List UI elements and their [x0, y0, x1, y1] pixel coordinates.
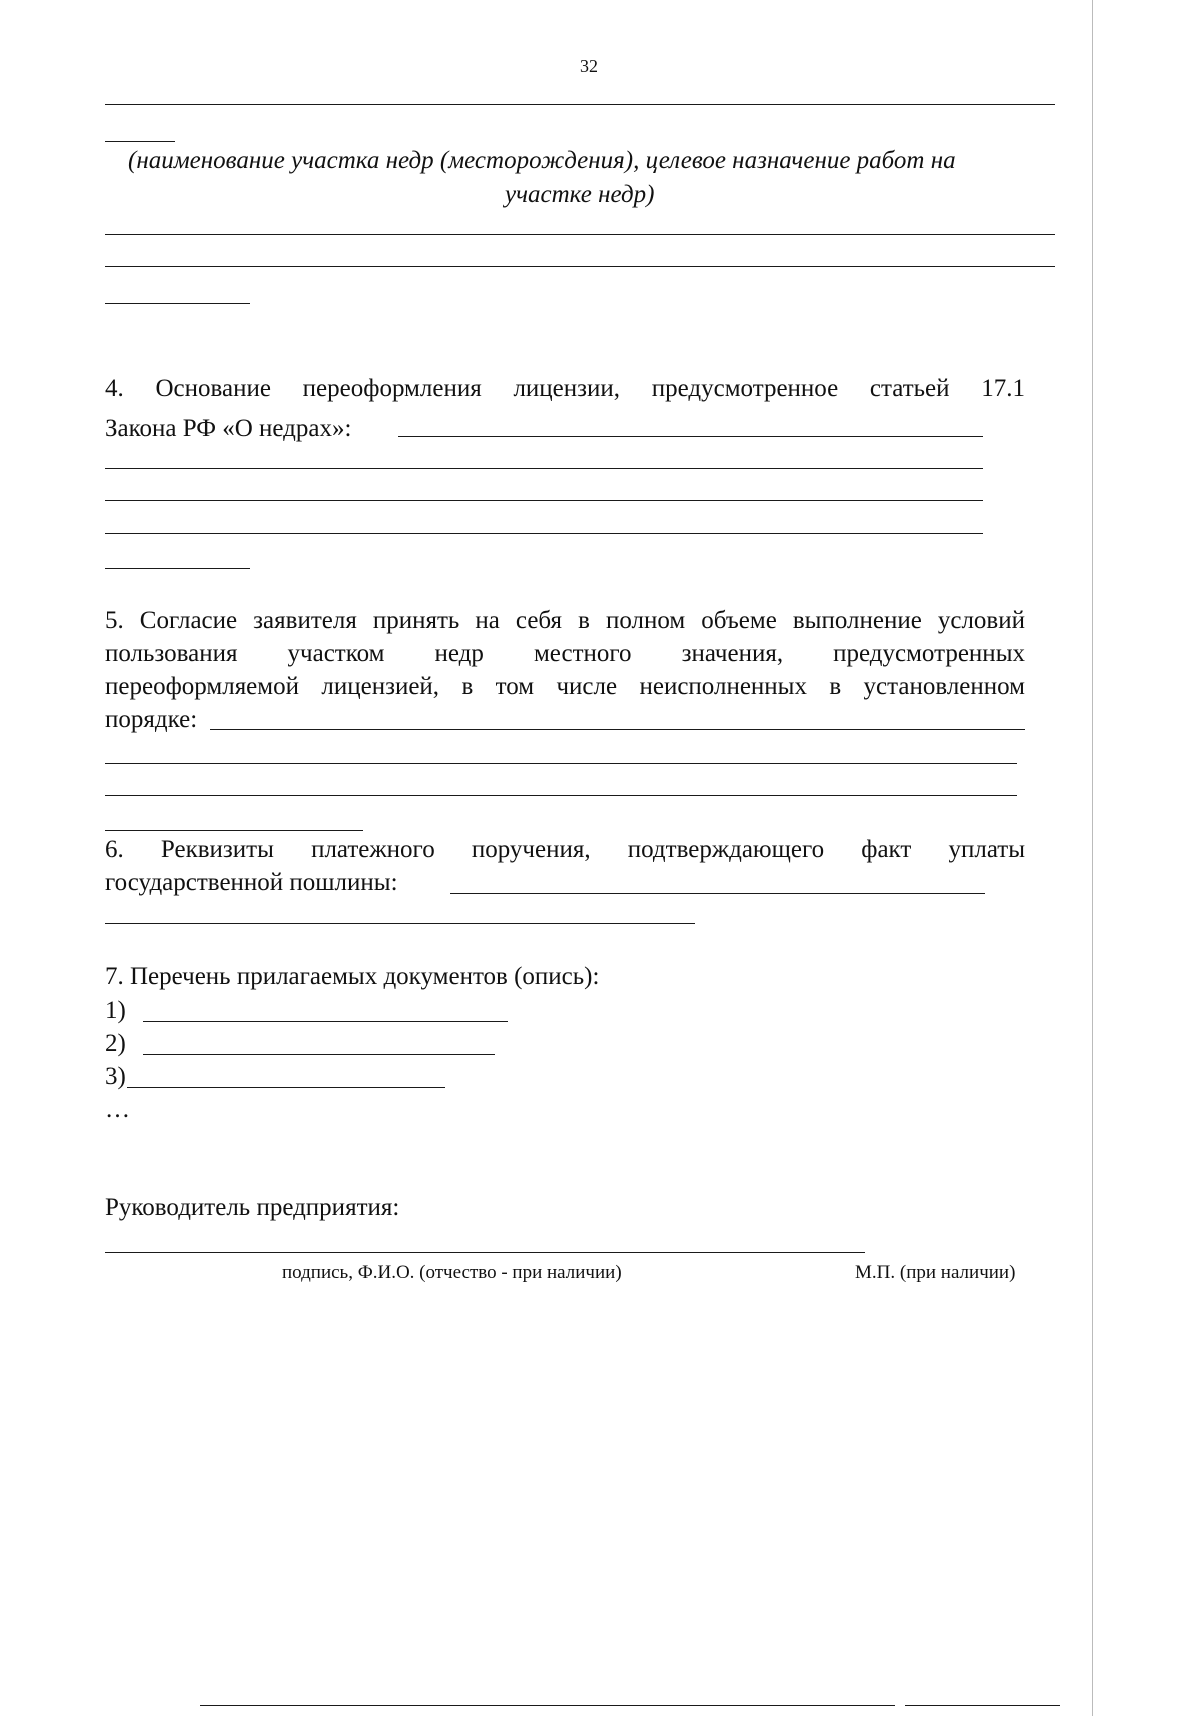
- fill-line: [105, 104, 1055, 105]
- fill-line: [105, 795, 1017, 796]
- section-7-heading: 7. Перечень прилагаемых документов (опись):: [105, 963, 600, 990]
- section-4-text: Закона РФ «О недрах»:: [105, 415, 352, 442]
- section-6-text: государственной пошлины:: [105, 869, 398, 896]
- fill-line: [105, 763, 1017, 764]
- page-edge: [1092, 0, 1093, 1716]
- fill-line: [143, 1054, 495, 1055]
- fill-line: [127, 1087, 445, 1088]
- section-5-text: 5. Согласие заявителя принять на себя в полном объеме выполнение условий: [105, 607, 1025, 634]
- list-item-marker: 2): [105, 1030, 126, 1057]
- fill-line: [105, 468, 983, 469]
- field-caption: участке недр): [505, 181, 655, 208]
- fill-line: [105, 141, 175, 142]
- stamp-caption: М.П. (при наличии): [855, 1262, 1016, 1283]
- page-number: 32: [580, 56, 598, 76]
- fill-line: [210, 729, 1025, 730]
- signature-caption: подпись, Ф.И.О. (отчество - при наличии): [282, 1262, 622, 1283]
- fill-line: [105, 830, 363, 831]
- section-5-text: переоформляемой лицензией, в том числе неисполненных в установленном: [105, 673, 1025, 700]
- fill-line: [105, 234, 1055, 235]
- scan-artifact-line: [200, 1705, 895, 1706]
- section-5-text: порядке:: [105, 706, 198, 733]
- field-caption: (наименование участка недр (месторождения), целевое назначение работ на: [128, 147, 956, 174]
- fill-line: [105, 303, 250, 304]
- section-6-text: 6. Реквизиты платежного поручения, подтверждающего факт уплаты: [105, 836, 1025, 863]
- list-item-marker: 3): [105, 1063, 126, 1090]
- fill-line: [398, 436, 983, 437]
- list-item-marker: 1): [105, 997, 126, 1024]
- fill-line: [143, 1021, 508, 1022]
- section-5-text: пользования участком недр местного значения, предусмотренных: [105, 640, 1025, 667]
- fill-line: [105, 568, 250, 569]
- fill-line: [450, 893, 985, 894]
- list-ellipsis: …: [105, 1096, 130, 1123]
- signature-line: [105, 1252, 865, 1253]
- scan-artifact-line: [905, 1705, 1060, 1706]
- fill-line: [105, 266, 1055, 267]
- fill-line: [105, 533, 983, 534]
- signature-label: Руководитель предприятия:: [105, 1194, 400, 1221]
- fill-line: [105, 923, 695, 924]
- section-4-text: 4. Основание переоформления лицензии, предусмотренное статьей 17.1: [105, 375, 1025, 402]
- fill-line: [105, 500, 983, 501]
